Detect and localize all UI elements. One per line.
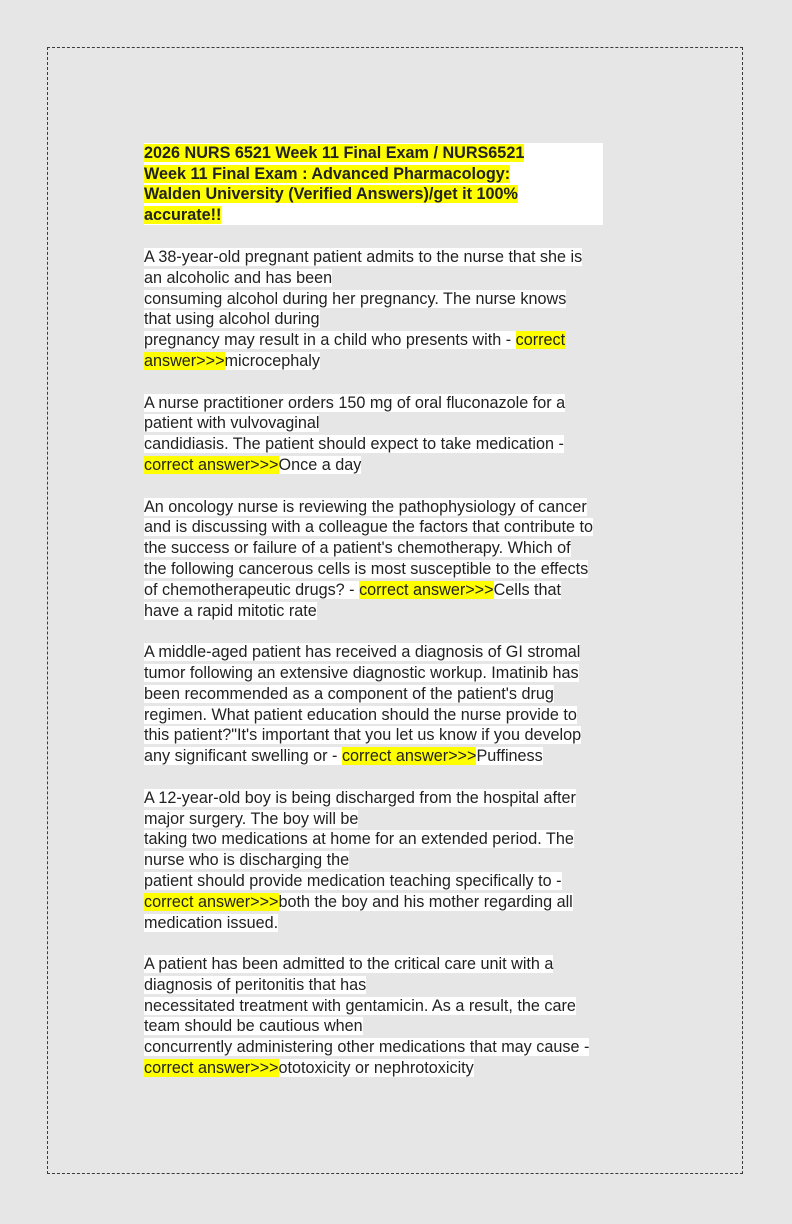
answer-marker: correct answer>>> xyxy=(341,747,477,766)
question-text: regimen. What patient education should the nurse provide to xyxy=(144,705,577,724)
question-text: concurrently administering other medications that may cause - xyxy=(144,1038,590,1057)
question-text: the success or failure of a patient's chemotherapy. Which of xyxy=(144,539,571,558)
question-text: been recommended as a component of the patient's drug xyxy=(144,684,554,703)
question-text: necessitated treatment with gentamicin. As a result, the care xyxy=(144,996,576,1015)
answer-marker: answer>>> xyxy=(144,351,225,370)
title-line: 2026 NURS 6521 Week 11 Final Exam / NURS6521 xyxy=(144,144,525,162)
answer-text: Once a day xyxy=(278,455,362,474)
question-text: that using alcohol during xyxy=(144,310,320,329)
question-item xyxy=(144,497,644,622)
question-text: and is discussing with a colleague the factors that contribute to xyxy=(144,518,594,537)
question-text: A nurse practitioner orders 150 mg of oral fluconazole for a xyxy=(144,393,566,412)
question-item xyxy=(144,642,644,767)
question-text: A 12-year-old boy is being discharged from the hospital after xyxy=(144,788,576,807)
answer-text: have a rapid mitotic rate xyxy=(144,601,317,620)
answer-text: microcephaly xyxy=(224,351,320,370)
question-item xyxy=(144,247,644,372)
title-line: accurate!! xyxy=(144,205,222,224)
answer-text: Puffiness xyxy=(476,747,543,766)
question-item xyxy=(144,788,644,934)
question-text: any significant swelling or - xyxy=(144,747,342,766)
title-line: Walden University (Verified Answers)/get it 100% xyxy=(144,185,518,203)
document-body xyxy=(144,143,644,1100)
question-text: major surgery. The boy will be xyxy=(144,809,359,828)
answer-text: Cells that xyxy=(493,580,562,599)
answer-text: both the boy and his mother regarding all xyxy=(278,892,573,911)
question-text: An oncology nurse is reviewing the pathophysiology of cancer xyxy=(144,497,587,516)
question-text: consuming alcohol during her pregnancy. The nurse knows xyxy=(144,289,567,308)
document-title xyxy=(144,143,603,225)
answer-marker: correct answer>>> xyxy=(144,455,279,474)
question-text: A middle-aged patient has received a diagnosis of GI stromal xyxy=(144,643,581,662)
title-line: Week 11 Final Exam : Advanced Pharmacology: xyxy=(144,164,511,183)
answer-marker: correct answer>>> xyxy=(359,580,494,599)
answer-marker: correct xyxy=(515,331,566,350)
question-text: patient should provide medication teaching specifically to - xyxy=(144,871,562,890)
question-item xyxy=(144,954,644,1079)
answer-text: medication issued. xyxy=(144,913,279,932)
answer-marker: correct answer>>> xyxy=(144,1059,279,1078)
question-text: of chemotherapeutic drugs? - xyxy=(144,580,360,599)
question-text: this patient?"It's important that you let us know if you develop xyxy=(144,726,582,745)
question-text: an alcoholic and has been xyxy=(144,268,333,287)
question-text: nurse who is discharging the xyxy=(144,851,350,870)
question-text: diagnosis of peritonitis that has xyxy=(144,975,367,994)
answer-text: ototoxicity or nephrotoxicity xyxy=(278,1059,474,1078)
question-text: the following cancerous cells is most susceptible to the effects xyxy=(144,559,589,578)
question-text: candidiasis. The patient should expect to take medication - xyxy=(144,435,564,454)
question-text: patient with vulvovaginal xyxy=(144,414,320,433)
question-text: A patient has been admitted to the critical care unit with a xyxy=(144,955,554,974)
answer-marker: correct answer>>> xyxy=(144,892,279,911)
question-text: A 38-year-old pregnant patient admits to the nurse that she is xyxy=(144,248,583,266)
question-text: pregnancy may result in a child who presents with - xyxy=(144,331,516,350)
question-text: taking two medications at home for an extended period. The xyxy=(144,830,574,849)
question-item xyxy=(144,393,644,476)
question-text: team should be cautious when xyxy=(144,1017,363,1036)
question-text: tumor following an extensive diagnostic workup. Imatinib has xyxy=(144,663,579,682)
